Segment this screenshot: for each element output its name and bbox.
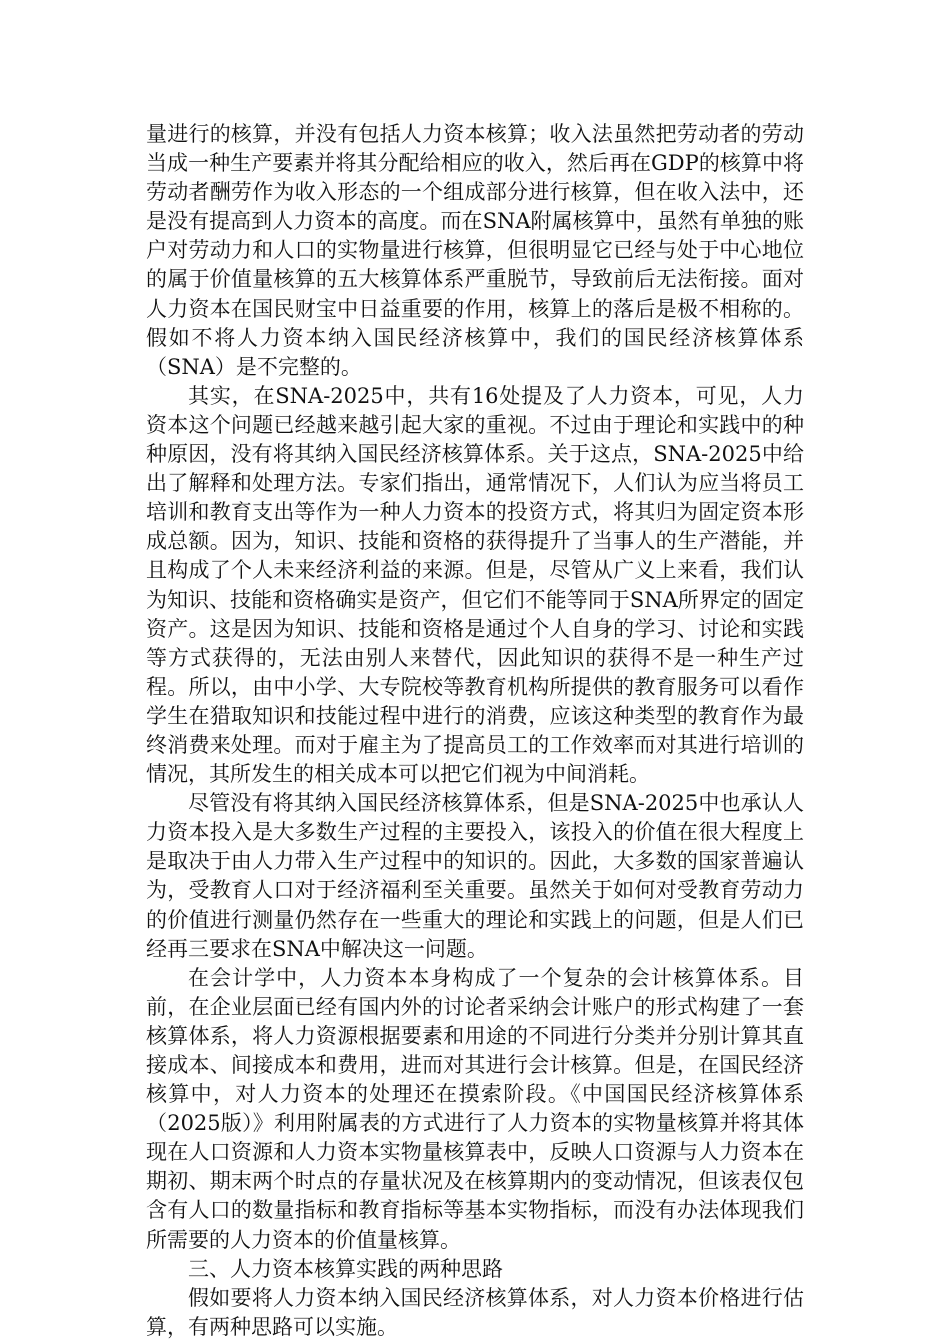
document-body (146, 120, 804, 1342)
paragraph-human-capital-input: 尽管没有将其纳入国民经济核算体系，但是SNA-2025中也承认人力资本投入是大多数生产过程的主要投入，该投入的价值在很大程度上是取决于由人力带入生产过程中的知识的。因此，大多数的国家普遍认为，受教育人口对于经济福利至关重要。虽然关于如何对受教育劳动力的价值进行测量仍然存在一些重大的理论和实践上的问题，但是人们已经再三要求在SNA中解决这一问题。 (146, 791, 804, 961)
section-heading: 三、人力资本核算实践的两种思路 (188, 1256, 503, 1281)
paragraph-two-approaches: 假如要将人力资本纳入国民经济核算体系，对人力资本价格进行估算，有两种思路可以实施。 (146, 1285, 804, 1339)
paragraph-sna-2025: 其实，在SNA-2025中，共有16处提及了人力资本，可见，人力资本这个问题已经越来越引起大家的重视。不过由于理论和实践中的种种原因，没有将其纳入国民经济核算体系。关于这点，SNA-2025中给出了解释和处理方法。专家们指出，通常情况下，人们认为应当将员工培训和教育支出等作为一种人力资本的投资方式，将其归为固定资本形成总额。因为，知识、技能和资格的获得提升了当事人的生产潜能，并且构成了个人未来经济利益的来源。但是，尽管从广义上来看，我们认为知识、技能和资格确实是资产，但它们不能等同于SNA所界定的固定资产。这是因为知识、技能和资格是通过个人自身的学习、讨论和实践等方式获得的，无法由别人来替代，因此知识的获得不是一种生产过程。所以，由中小学、大专院校等教育机构所提供的教育服务可以看作学生在猎取知识和技能过程中进行的消费，应该这种类型的教育作为最终消费来处理。而对于雇主为了提高员工的工作效率而对其进行培训的情况，其所发生的相关成本可以把它们视为中间消耗。 (146, 383, 804, 787)
paragraph-continuation: 量进行的核算，并没有包括人力资本核算；收入法虽然把劳动者的劳动当成一种生产要素并将其分配给相应的收入，然后再在GDP的核算中将劳动者酬劳作为收入形态的一个组成部分进行核算，但在收入法中，还是没有提高到人力资本的高度。而在SNA附属核算中，虽然有单独的账户对劳动力和人口的实物量进行核算，但很明显它已经与处于中心地位的属于价值量核算的五大核算体系严重脱节，导致前后无法衔接。面对人力资本在国民财宝中日益重要的作用，核算上的落后是极不相称的。假如不将人力资本纳入国民经济核算中，我们的国民经济核算体系（SNA）是不完整的。 (146, 122, 804, 379)
paragraph-accounting: 在会计学中，人力资本本身构成了一个复杂的会计核算体系。目前，在企业层面已经有国内外的讨论者采纳会计账户的形式构建了一套核算体系，将人力资源根据要素和用途的不同进行分类并分别计算其直接成本、间接成本和费用，进而对其进行会计核算。但是，在国民经济核算中，对人力资本的处理还在摸索阶段。《中国国民经济核算体系（2025版）》利用附属表的方式进行了人力资本的实物量核算并将其体现在人口资源和人力资本实物量核算表中，反映人口资源与人力资本在期初、期末两个时点的存量状况及在核算期内的变动情况，但该表仅包含有人口的数量指标和教育指标等基本实物指标，而没有办法体现我们所需要的人力资本的价值量核算。 (146, 965, 804, 1252)
